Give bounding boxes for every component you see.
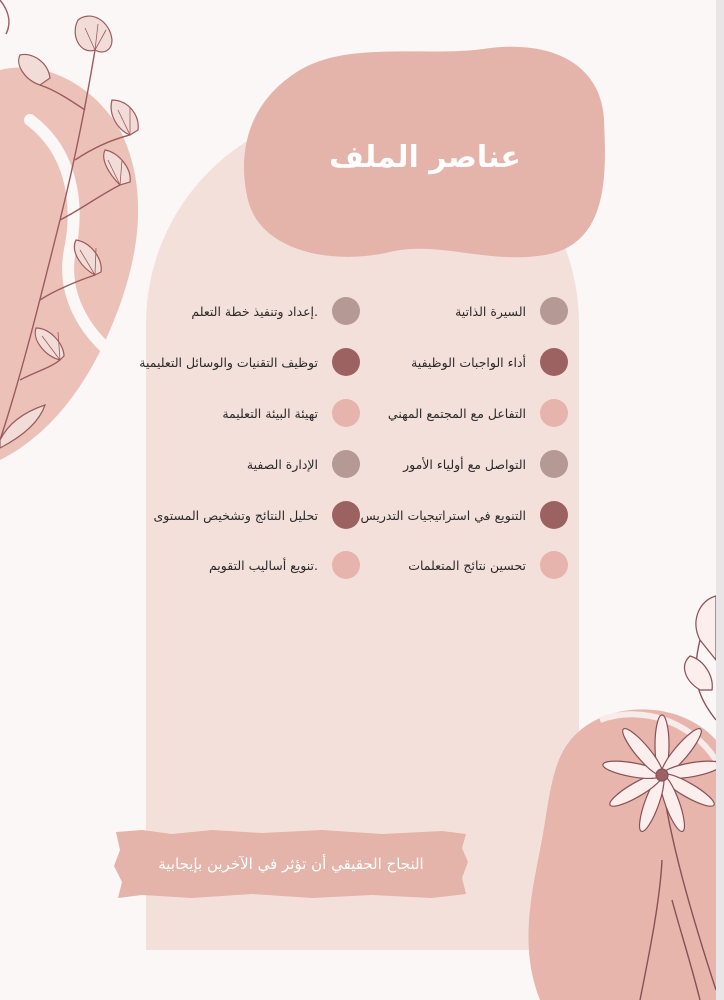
- page-edge: [716, 0, 724, 1000]
- list-item-label: توظيف التقنيات والوسائل التعليمية: [139, 354, 318, 370]
- list-item-label: إعداد وتنفيذ خطة التعلم.: [191, 303, 318, 319]
- list-item-label: أداء الواجبات الوظيفية: [411, 354, 526, 370]
- list-item-label: السيرة الذاتية: [455, 303, 526, 319]
- list-item-label: التفاعل مع المجتمع المهني: [387, 405, 526, 421]
- page-title: عناصر الملف: [329, 140, 521, 175]
- footer-quote: النجاح الحقيقي أن تؤثر في الآخرين بإيجابية: [158, 855, 424, 873]
- list-item-label: التواصل مع أولياء الأمور: [403, 456, 526, 472]
- list-item-label: التنويع في استراتيجيات التدريس: [360, 507, 526, 523]
- list-item-label: تنويع أساليب التقويم.: [208, 557, 318, 573]
- list-item-label: تحسين نتائج المتعلمات: [408, 557, 526, 573]
- list-item-label: تهيئة البيئة التعليمة: [222, 405, 318, 421]
- list-item-label: الإدارة الصفية: [246, 456, 318, 472]
- list-item-label: تحليل النتائج وتشخيص المستوى: [153, 507, 318, 523]
